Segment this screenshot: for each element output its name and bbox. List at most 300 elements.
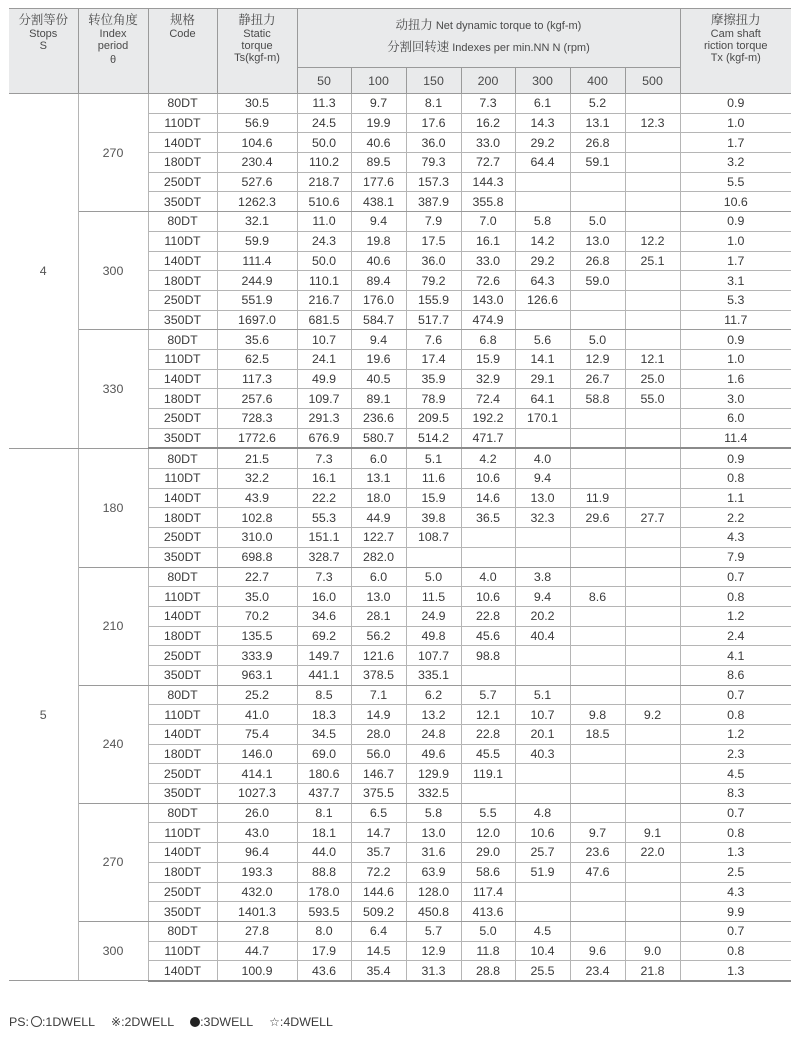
dyn-150-cell: 12.9: [406, 941, 461, 961]
dyn-200-cell: 413.6: [461, 902, 515, 922]
dyn-150-cell: 11.6: [406, 469, 461, 489]
dyn-100-cell: 9.7: [351, 94, 406, 114]
cam-friction-cell: 1.0: [680, 349, 791, 369]
code-cell: 80DT: [148, 212, 217, 232]
cam-friction-cell: 0.7: [680, 921, 791, 941]
dyn-300-cell: [515, 882, 570, 902]
dyn-500-cell: 55.0: [625, 389, 680, 409]
cam-friction-cell: 1.2: [680, 725, 791, 745]
dyn-300-cell: 9.4: [515, 469, 570, 489]
dyn-150-cell: 49.6: [406, 744, 461, 764]
static-torque-cell: 70.2: [217, 606, 297, 626]
dyn-300-cell: 40.4: [515, 626, 570, 646]
cam-friction-cell: 4.3: [680, 528, 791, 548]
dyn-100-cell: 14.5: [351, 941, 406, 961]
dyn-400-cell: [570, 409, 625, 429]
dyn-100-cell: 44.9: [351, 508, 406, 528]
dyn-50-cell: 18.3: [297, 705, 351, 725]
dyn-200-cell: 474.9: [461, 310, 515, 330]
dyn-100-cell: 89.5: [351, 153, 406, 173]
code-cell: 140DT: [148, 606, 217, 626]
dyn-100-cell: 438.1: [351, 192, 406, 212]
dyn-300-cell: [515, 172, 570, 192]
dyn-200-cell: [461, 547, 515, 567]
cam-friction-cell: 0.8: [680, 823, 791, 843]
dyn-300-cell: 170.1: [515, 409, 570, 429]
dyn-100-cell: 19.8: [351, 231, 406, 251]
dyn-400-cell: 12.9: [570, 349, 625, 369]
dyn-100-cell: 282.0: [351, 547, 406, 567]
dyn-300-cell: 10.7: [515, 705, 570, 725]
static-torque-cell: 43.9: [217, 488, 297, 508]
dyn-300-cell: 20.1: [515, 725, 570, 745]
dyn-150-cell: 6.2: [406, 685, 461, 705]
dyn-50-cell: 55.3: [297, 508, 351, 528]
dyn-400-cell: 9.6: [570, 941, 625, 961]
dyn-500-cell: 25.1: [625, 251, 680, 271]
dyn-150-cell: 514.2: [406, 428, 461, 448]
dyn-400-cell: 26.7: [570, 369, 625, 389]
dyn-150-cell: 49.8: [406, 626, 461, 646]
cam-friction-cell: 0.7: [680, 803, 791, 823]
dyn-50-cell: 178.0: [297, 882, 351, 902]
dyn-200-cell: 119.1: [461, 764, 515, 784]
cam-friction-cell: 3.0: [680, 389, 791, 409]
code-cell: 110DT: [148, 823, 217, 843]
cam-friction-cell: 8.3: [680, 784, 791, 804]
dyn-200-cell: 72.7: [461, 153, 515, 173]
dyn-500-cell: [625, 133, 680, 153]
dyn-300-cell: 5.6: [515, 330, 570, 350]
dyn-200-cell: 22.8: [461, 606, 515, 626]
legend-item-2dwell: ※:2DWELL: [111, 1015, 175, 1029]
dyn-150-cell: 13.2: [406, 705, 461, 725]
dyn-50-cell: 50.0: [297, 133, 351, 153]
static-torque-cell: 432.0: [217, 882, 297, 902]
code-cell: 180DT: [148, 626, 217, 646]
code-cell: 80DT: [148, 448, 217, 468]
dyn-500-cell: 9.0: [625, 941, 680, 961]
dyn-500-cell: [625, 862, 680, 882]
dyn-400-cell: [570, 567, 625, 587]
static-torque-cell: 728.3: [217, 409, 297, 429]
dyn-150-cell: 517.7: [406, 310, 461, 330]
dyn-150-cell: 5.7: [406, 921, 461, 941]
dyn-50-cell: 18.1: [297, 823, 351, 843]
dyn-100-cell: 28.1: [351, 606, 406, 626]
dyn-300-cell: 14.3: [515, 113, 570, 133]
dyn-300-cell: 51.9: [515, 862, 570, 882]
dyn-400-cell: 8.6: [570, 587, 625, 607]
index-period-cell: 330: [78, 330, 148, 449]
dyn-150-cell: 7.9: [406, 212, 461, 232]
table-row: [9, 330, 791, 350]
dyn-200-cell: 4.2: [461, 448, 515, 468]
dyn-150-cell: 8.1: [406, 94, 461, 114]
code-cell: 350DT: [148, 547, 217, 567]
cam-friction-cell: 7.9: [680, 547, 791, 567]
static-torque-cell: 30.5: [217, 94, 297, 114]
static-torque-cell: 26.0: [217, 803, 297, 823]
dyn-400-cell: [570, 626, 625, 646]
code-cell: 140DT: [148, 133, 217, 153]
dyn-50-cell: 291.3: [297, 409, 351, 429]
static-torque-cell: 1262.3: [217, 192, 297, 212]
cam-friction-cell: 0.9: [680, 94, 791, 114]
dyn-50-cell: 109.7: [297, 389, 351, 409]
dyn-150-cell: 79.2: [406, 271, 461, 291]
index-period-cell: 300: [78, 212, 148, 330]
static-torque-cell: 1772.6: [217, 428, 297, 448]
dyn-100-cell: 35.7: [351, 843, 406, 863]
dyn-200-cell: 192.2: [461, 409, 515, 429]
dyn-400-cell: 9.8: [570, 705, 625, 725]
static-torque-cell: 44.7: [217, 941, 297, 961]
dyn-500-cell: [625, 685, 680, 705]
dyn-100-cell: 236.6: [351, 409, 406, 429]
dyn-500-cell: [625, 547, 680, 567]
code-cell: 80DT: [148, 330, 217, 350]
static-torque-cell: 551.9: [217, 290, 297, 310]
dyn-50-cell: 593.5: [297, 902, 351, 922]
code-cell: 350DT: [148, 192, 217, 212]
dyn-50-cell: 8.5: [297, 685, 351, 705]
static-torque-cell: 25.2: [217, 685, 297, 705]
code-cell: 180DT: [148, 389, 217, 409]
dyn-50-cell: 34.6: [297, 606, 351, 626]
cam-friction-cell: 5.5: [680, 172, 791, 192]
dyn-150-cell: 5.1: [406, 448, 461, 468]
dyn-400-cell: 26.8: [570, 133, 625, 153]
static-torque-cell: 35.6: [217, 330, 297, 350]
dyn-150-cell: 128.0: [406, 882, 461, 902]
dyn-500-cell: 12.2: [625, 231, 680, 251]
table-row: [9, 94, 791, 114]
dyn-300-cell: 3.8: [515, 567, 570, 587]
header-stops: 分割等份 Stops S: [9, 9, 78, 94]
static-torque-cell: 59.9: [217, 231, 297, 251]
dyn-50-cell: 110.1: [297, 271, 351, 291]
dyn-300-cell: [515, 902, 570, 922]
static-torque-cell: 244.9: [217, 271, 297, 291]
index-period-cell: 180: [78, 448, 148, 567]
cam-friction-cell: 6.0: [680, 409, 791, 429]
dyn-100-cell: 121.6: [351, 646, 406, 666]
dyn-500-cell: [625, 646, 680, 666]
dyn-500-cell: 21.8: [625, 961, 680, 981]
dyn-400-cell: [570, 448, 625, 468]
dyn-50-cell: 218.7: [297, 172, 351, 192]
dyn-300-cell: 4.0: [515, 448, 570, 468]
dyn-200-cell: 36.5: [461, 508, 515, 528]
static-torque-cell: 100.9: [217, 961, 297, 981]
dyn-150-cell: 387.9: [406, 192, 461, 212]
cam-friction-cell: 1.0: [680, 113, 791, 133]
dyn-100-cell: 122.7: [351, 528, 406, 548]
dyn-500-cell: [625, 330, 680, 350]
static-torque-cell: 414.1: [217, 764, 297, 784]
dyn-400-cell: [570, 192, 625, 212]
dyn-500-cell: [625, 192, 680, 212]
dyn-50-cell: 151.1: [297, 528, 351, 548]
dyn-50-cell: 16.1: [297, 469, 351, 489]
code-cell: 110DT: [148, 941, 217, 961]
cam-friction-cell: 0.9: [680, 212, 791, 232]
dyn-400-cell: [570, 665, 625, 685]
dyn-100-cell: 509.2: [351, 902, 406, 922]
dyn-300-cell: 10.4: [515, 941, 570, 961]
cam-friction-cell: 8.6: [680, 665, 791, 685]
dyn-300-cell: 10.6: [515, 823, 570, 843]
dyn-50-cell: 24.3: [297, 231, 351, 251]
dyn-500-cell: [625, 587, 680, 607]
dyn-100-cell: 9.4: [351, 330, 406, 350]
cam-friction-cell: 0.9: [680, 448, 791, 468]
dyn-400-cell: 13.0: [570, 231, 625, 251]
reference-mark-icon: ※: [111, 1015, 122, 1029]
dyn-50-cell: 441.1: [297, 665, 351, 685]
dyn-150-cell: 35.9: [406, 369, 461, 389]
dyn-150-cell: 13.0: [406, 823, 461, 843]
static-torque-cell: 333.9: [217, 646, 297, 666]
header-index-period: 转位角度 Index period θ: [78, 9, 148, 94]
code-cell: 180DT: [148, 271, 217, 291]
circle-filled-icon: [190, 1017, 200, 1027]
static-torque-cell: 698.8: [217, 547, 297, 567]
dyn-200-cell: 355.8: [461, 192, 515, 212]
static-torque-cell: 104.6: [217, 133, 297, 153]
dyn-150-cell: 157.3: [406, 172, 461, 192]
dyn-500-cell: [625, 212, 680, 232]
cam-friction-cell: 2.2: [680, 508, 791, 528]
dyn-400-cell: 58.8: [570, 389, 625, 409]
legend-prefix: PS:: [9, 1015, 29, 1029]
dyn-300-cell: 13.0: [515, 488, 570, 508]
dwell-legend: [9, 1015, 333, 1029]
static-torque-cell: 56.9: [217, 113, 297, 133]
index-period-cell: 210: [78, 567, 148, 685]
dyn-50-cell: 7.3: [297, 567, 351, 587]
code-cell: 140DT: [148, 488, 217, 508]
dyn-400-cell: 5.0: [570, 330, 625, 350]
table-row: [9, 921, 791, 941]
dyn-300-cell: 4.8: [515, 803, 570, 823]
dyn-400-cell: 23.4: [570, 961, 625, 981]
dyn-500-cell: [625, 882, 680, 902]
dyn-50-cell: 7.3: [297, 448, 351, 468]
header-speed-500: 500: [625, 68, 680, 94]
dyn-300-cell: [515, 192, 570, 212]
dyn-100-cell: 40.5: [351, 369, 406, 389]
dyn-400-cell: [570, 547, 625, 567]
torque-spec-table: [9, 8, 791, 982]
dyn-200-cell: 5.5: [461, 803, 515, 823]
dyn-100-cell: 144.6: [351, 882, 406, 902]
dyn-500-cell: [625, 448, 680, 468]
dyn-150-cell: 17.6: [406, 113, 461, 133]
dyn-300-cell: 14.2: [515, 231, 570, 251]
dyn-500-cell: [625, 803, 680, 823]
dyn-300-cell: 4.5: [515, 921, 570, 941]
dyn-500-cell: [625, 94, 680, 114]
dyn-500-cell: 12.3: [625, 113, 680, 133]
code-cell: 110DT: [148, 587, 217, 607]
header-speed-300: 300: [515, 68, 570, 94]
dyn-150-cell: 79.3: [406, 153, 461, 173]
dyn-50-cell: 88.8: [297, 862, 351, 882]
dyn-100-cell: 375.5: [351, 784, 406, 804]
static-torque-cell: 111.4: [217, 251, 297, 271]
dyn-400-cell: [570, 528, 625, 548]
dyn-50-cell: 16.0: [297, 587, 351, 607]
table-header: [9, 9, 791, 94]
dyn-50-cell: 676.9: [297, 428, 351, 448]
dyn-150-cell: 78.9: [406, 389, 461, 409]
dyn-400-cell: [570, 172, 625, 192]
dyn-100-cell: 13.1: [351, 469, 406, 489]
dyn-200-cell: 16.1: [461, 231, 515, 251]
dyn-200-cell: 10.6: [461, 587, 515, 607]
dyn-200-cell: 72.4: [461, 389, 515, 409]
dyn-150-cell: 335.1: [406, 665, 461, 685]
dyn-200-cell: [461, 784, 515, 804]
dyn-400-cell: 47.6: [570, 862, 625, 882]
index-period-cell: 270: [78, 803, 148, 921]
code-cell: 180DT: [148, 508, 217, 528]
static-torque-cell: 43.0: [217, 823, 297, 843]
dyn-300-cell: 14.1: [515, 349, 570, 369]
dyn-100-cell: 6.4: [351, 921, 406, 941]
dyn-100-cell: 89.4: [351, 271, 406, 291]
dyn-50-cell: 49.9: [297, 369, 351, 389]
code-cell: 180DT: [148, 744, 217, 764]
dyn-400-cell: 59.0: [570, 271, 625, 291]
static-torque-cell: 75.4: [217, 725, 297, 745]
dyn-150-cell: 24.9: [406, 606, 461, 626]
dyn-100-cell: 89.1: [351, 389, 406, 409]
dyn-50-cell: 149.7: [297, 646, 351, 666]
dyn-300-cell: [515, 646, 570, 666]
code-cell: 80DT: [148, 685, 217, 705]
dyn-200-cell: 11.8: [461, 941, 515, 961]
cam-friction-cell: 1.1: [680, 488, 791, 508]
static-torque-cell: 102.8: [217, 508, 297, 528]
circle-outline-icon: [31, 1016, 42, 1027]
code-cell: 350DT: [148, 902, 217, 922]
cam-friction-cell: 2.4: [680, 626, 791, 646]
dyn-500-cell: [625, 290, 680, 310]
header-speed-200: 200: [461, 68, 515, 94]
dyn-500-cell: [625, 428, 680, 448]
dyn-500-cell: [625, 606, 680, 626]
dyn-500-cell: 12.1: [625, 349, 680, 369]
cam-friction-cell: 1.2: [680, 606, 791, 626]
dyn-50-cell: 34.5: [297, 725, 351, 745]
code-cell: 80DT: [148, 803, 217, 823]
static-torque-cell: 310.0: [217, 528, 297, 548]
table-row: [9, 803, 791, 823]
dyn-500-cell: [625, 271, 680, 291]
static-torque-cell: 32.1: [217, 212, 297, 232]
dyn-200-cell: 58.6: [461, 862, 515, 882]
dyn-400-cell: [570, 882, 625, 902]
cam-friction-cell: 3.1: [680, 271, 791, 291]
cam-friction-cell: 0.7: [680, 685, 791, 705]
header-speed-50: 50: [297, 68, 351, 94]
header-static-torque: 静扭力 Static torque Ts(kgf-m): [217, 9, 297, 94]
dyn-400-cell: [570, 646, 625, 666]
cam-friction-cell: 0.7: [680, 567, 791, 587]
dyn-500-cell: 9.2: [625, 705, 680, 725]
dyn-300-cell: 29.1: [515, 369, 570, 389]
code-cell: 250DT: [148, 290, 217, 310]
code-cell: 180DT: [148, 862, 217, 882]
dyn-300-cell: 29.2: [515, 133, 570, 153]
dyn-400-cell: [570, 784, 625, 804]
dyn-150-cell: 31.6: [406, 843, 461, 863]
header-code: 规格 Code: [148, 9, 217, 94]
code-cell: 140DT: [148, 843, 217, 863]
dyn-300-cell: 5.8: [515, 212, 570, 232]
dyn-200-cell: 33.0: [461, 133, 515, 153]
static-torque-cell: 146.0: [217, 744, 297, 764]
dyn-100-cell: 6.0: [351, 448, 406, 468]
dyn-150-cell: 11.5: [406, 587, 461, 607]
index-period-cell: 270: [78, 94, 148, 212]
table-row: [9, 567, 791, 587]
dyn-200-cell: 29.0: [461, 843, 515, 863]
code-cell: 140DT: [148, 725, 217, 745]
dyn-300-cell: [515, 428, 570, 448]
dyn-100-cell: 146.7: [351, 764, 406, 784]
dyn-150-cell: 108.7: [406, 528, 461, 548]
code-cell: 140DT: [148, 369, 217, 389]
code-cell: 110DT: [148, 349, 217, 369]
dyn-400-cell: [570, 803, 625, 823]
cam-friction-cell: 0.8: [680, 469, 791, 489]
dyn-150-cell: 7.6: [406, 330, 461, 350]
dyn-100-cell: 19.9: [351, 113, 406, 133]
dyn-500-cell: [625, 528, 680, 548]
dyn-400-cell: [570, 744, 625, 764]
dyn-200-cell: 22.8: [461, 725, 515, 745]
dyn-100-cell: 56.2: [351, 626, 406, 646]
code-cell: 250DT: [148, 172, 217, 192]
dyn-200-cell: 12.0: [461, 823, 515, 843]
dyn-400-cell: [570, 428, 625, 448]
dyn-50-cell: 10.7: [297, 330, 351, 350]
dyn-200-cell: [461, 665, 515, 685]
dyn-50-cell: 510.6: [297, 192, 351, 212]
dyn-150-cell: 36.0: [406, 251, 461, 271]
dyn-500-cell: [625, 310, 680, 330]
dyn-150-cell: 24.8: [406, 725, 461, 745]
dyn-100-cell: 7.1: [351, 685, 406, 705]
static-torque-cell: 527.6: [217, 172, 297, 192]
header-speed-100: 100: [351, 68, 406, 94]
dyn-50-cell: 50.0: [297, 251, 351, 271]
dyn-100-cell: 6.5: [351, 803, 406, 823]
static-torque-cell: 1401.3: [217, 902, 297, 922]
dyn-200-cell: 143.0: [461, 290, 515, 310]
code-cell: 250DT: [148, 764, 217, 784]
code-cell: 250DT: [148, 882, 217, 902]
dyn-500-cell: [625, 567, 680, 587]
dyn-500-cell: [625, 725, 680, 745]
static-torque-cell: 32.2: [217, 469, 297, 489]
dyn-50-cell: 24.5: [297, 113, 351, 133]
dyn-500-cell: [625, 626, 680, 646]
